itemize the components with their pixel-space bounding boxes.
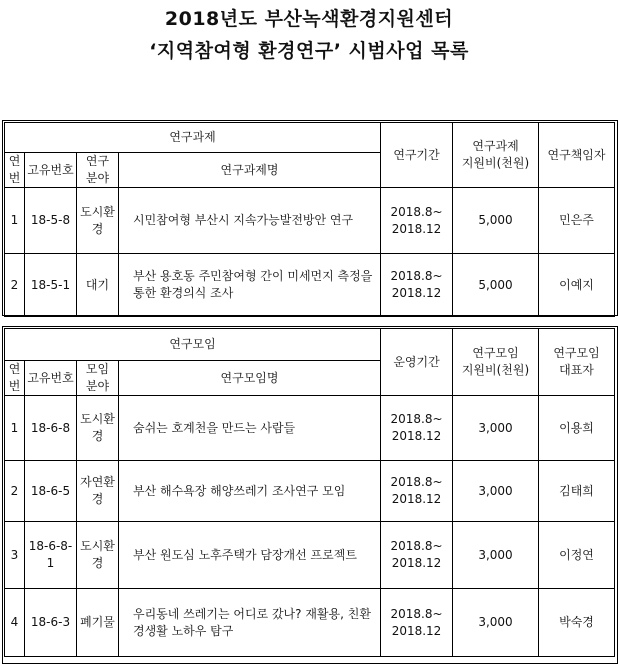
document-title-line1: 2018년도 부산녹색환경지원센터 — [164, 8, 454, 30]
groups-col-lead: 연구모임 대표자 — [539, 329, 615, 396]
row-period: 2018.8~ 2018.12 — [381, 188, 453, 254]
row-field: 대기 — [77, 254, 119, 317]
row-lead: 민은주 — [539, 188, 615, 254]
row-period: 2018.8~ 2018.12 — [381, 461, 453, 522]
row-id: 18-6-5 — [25, 461, 77, 522]
row-id: 18-5-1 — [25, 254, 77, 317]
row-field: 폐기물 — [77, 589, 119, 657]
groups-col-period: 운영기간 — [381, 329, 453, 396]
research-col-period: 연구기간 — [381, 123, 453, 188]
row-budget: 3,000 — [453, 396, 539, 461]
groups-col-name: 연구모임명 — [119, 361, 381, 396]
groups-group-header: 연구모임 — [5, 329, 381, 361]
row-budget: 5,000 — [453, 188, 539, 254]
research-projects-table — [4, 122, 615, 317]
research-col-budget: 연구과제 지원비(천원) — [453, 123, 539, 188]
row-field: 도시환경 — [77, 396, 119, 461]
row-no: 4 — [5, 589, 25, 657]
row-name: 부산 해수욕장 해양쓰레기 조사연구 모임 — [119, 461, 381, 522]
row-no: 2 — [5, 461, 25, 522]
row-lead: 이예지 — [539, 254, 615, 317]
row-period: 2018.8~ 2018.12 — [381, 522, 453, 589]
row-lead: 이정연 — [539, 522, 615, 589]
table-row — [5, 254, 615, 317]
row-lead: 이용희 — [539, 396, 615, 461]
research-group-header: 연구과제 — [5, 123, 381, 153]
research-groups-table — [4, 328, 615, 657]
row-period: 2018.8~ 2018.12 — [381, 589, 453, 657]
groups-col-no: 연 번 — [5, 361, 25, 396]
table-row — [5, 188, 615, 254]
table-row — [5, 396, 615, 461]
research-col-no: 연 번 — [5, 153, 25, 188]
groups-col-budget: 연구모임 지원비(천원) — [453, 329, 539, 396]
row-lead: 김태희 — [539, 461, 615, 522]
research-col-lead: 연구책임자 — [539, 123, 615, 188]
row-field: 도시환경 — [77, 188, 119, 254]
row-id: 18-5-8 — [25, 188, 77, 254]
row-no: 2 — [5, 254, 25, 317]
row-name: 우리동네 쓰레기는 어디로 갔나? 재활용, 친환경생활 노하우 탐구 — [119, 589, 381, 657]
row-id: 18-6-8- 1 — [25, 522, 77, 589]
row-period: 2018.8~ 2018.12 — [381, 254, 453, 317]
research-col-id: 고유번호 — [25, 153, 77, 188]
research-col-field: 연구 분야 — [77, 153, 119, 188]
row-id: 18-6-3 — [25, 589, 77, 657]
groups-col-field: 모임 분야 — [77, 361, 119, 396]
row-name: 숨쉬는 호계천을 만드는 사람들 — [119, 396, 381, 461]
document-title-line2: ‘지역참여형 환경연구’ 시범사업 목록 — [149, 40, 469, 62]
table-row — [5, 461, 615, 522]
row-id: 18-6-8 — [25, 396, 77, 461]
row-name: 시민참여형 부산시 지속가능발전방안 연구 — [119, 188, 381, 254]
research-col-name: 연구과제명 — [119, 153, 381, 188]
row-field: 자연환경 — [77, 461, 119, 522]
row-no: 1 — [5, 188, 25, 254]
row-field: 도시환경 — [77, 522, 119, 589]
row-budget: 3,000 — [453, 522, 539, 589]
row-no: 3 — [5, 522, 25, 589]
row-budget: 3,000 — [453, 461, 539, 522]
row-name: 부산 원도심 노후주택가 담장개선 프로젝트 — [119, 522, 381, 589]
row-budget: 3,000 — [453, 589, 539, 657]
row-no: 1 — [5, 396, 25, 461]
row-name: 부산 용호동 주민참여형 간이 미세먼지 측정을 통한 환경의식 조사 — [119, 254, 381, 317]
groups-col-id: 고유번호 — [25, 361, 77, 396]
table-row — [5, 589, 615, 657]
table-row — [5, 522, 615, 589]
row-budget: 5,000 — [453, 254, 539, 317]
row-lead: 박숙경 — [539, 589, 615, 657]
row-period: 2018.8~ 2018.12 — [381, 396, 453, 461]
